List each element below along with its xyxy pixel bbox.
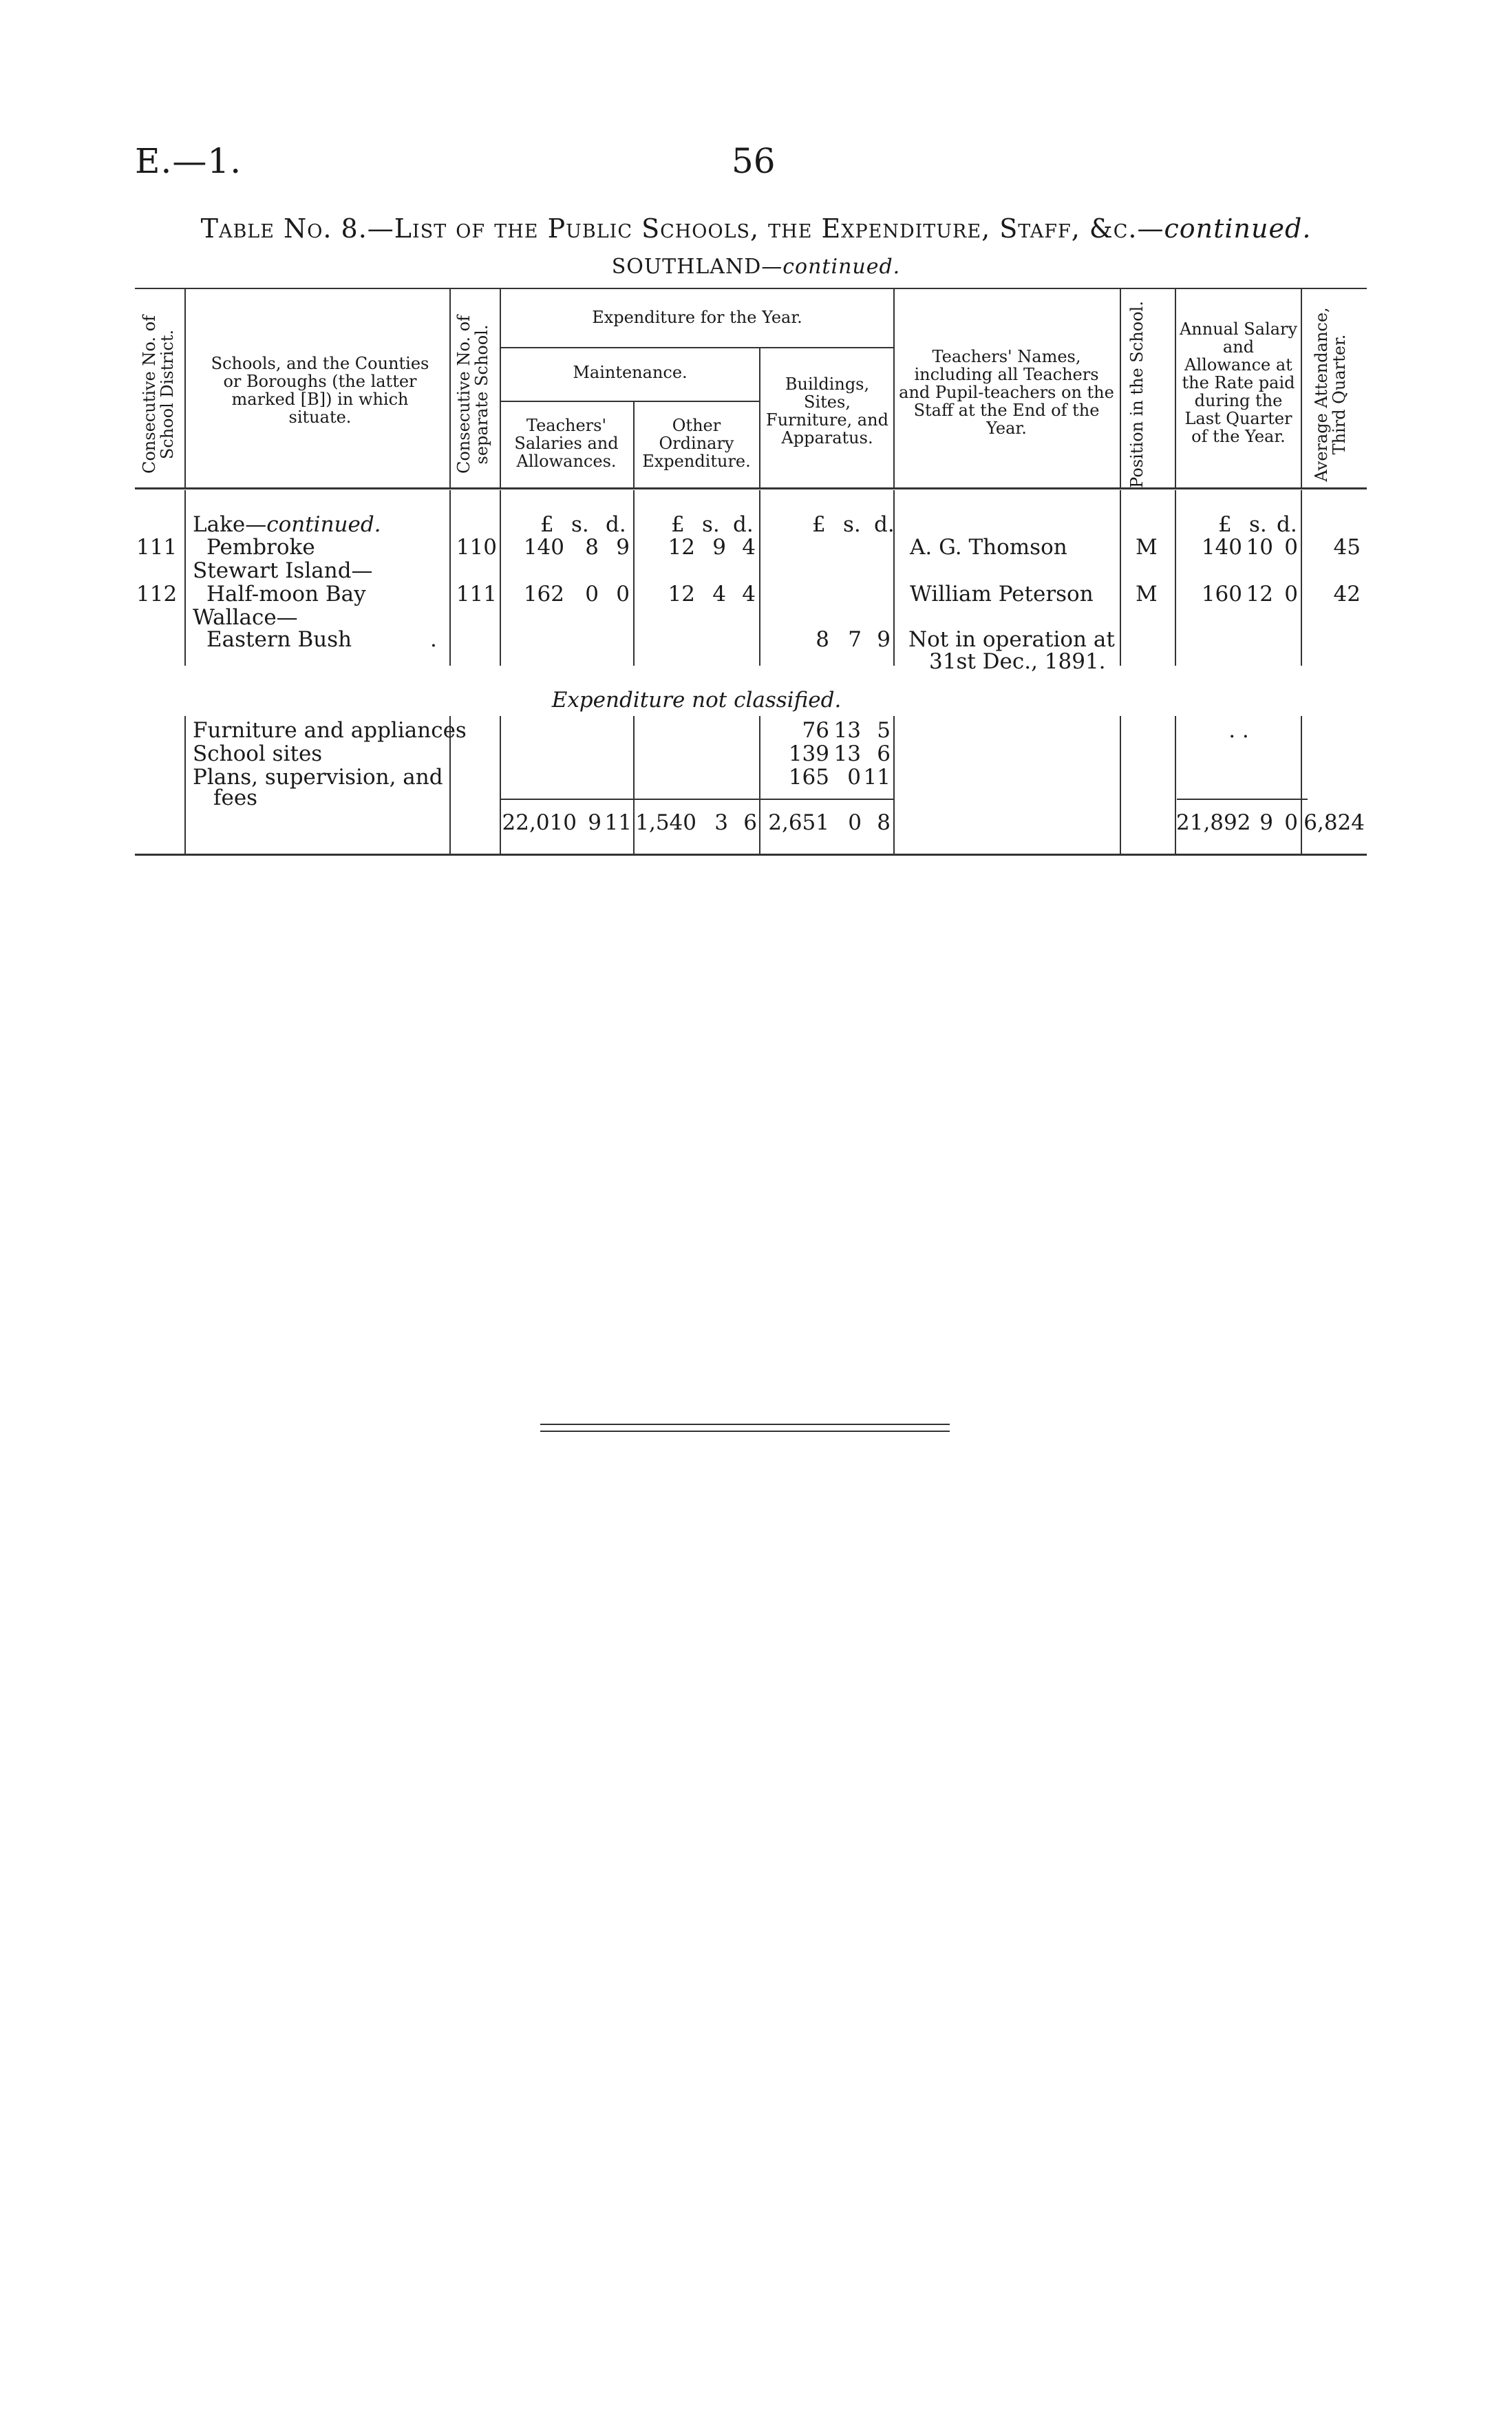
body-col-rule (1120, 490, 1121, 666)
header-maintenance: Maintenance. (573, 363, 688, 382)
header-col-rule (184, 289, 186, 489)
page-number: 56 (732, 141, 776, 181)
total-salary-pounds: 22,010 (502, 810, 577, 835)
not-classified-heading (500, 688, 893, 712)
district-group-label: Wallace— (193, 605, 298, 630)
salary-pounds: 140 (523, 535, 564, 560)
unclassified-shillings: 13 (833, 718, 861, 743)
table-title (0, 213, 1512, 244)
header-teachers-names: Teachers' Names, including all Teachers and Pupil-teachers on the Staff at the End of the Year. (899, 347, 1114, 438)
header-col-rule (1120, 289, 1121, 489)
header-other-ordinary: Other Ordinary Expenditure. (642, 416, 751, 471)
school-number: 110 (456, 535, 497, 560)
region-continued: continued. (782, 255, 901, 279)
closing-rule (540, 1424, 950, 1425)
total-buildings-pence: 8 (877, 810, 891, 835)
page-identifier: E.—1. (135, 141, 242, 181)
table-number: Table No. 8. (200, 213, 368, 244)
table-title-text: —List of the Public Schools, the Expenditure, Staff, &c.— (367, 213, 1164, 244)
shillings-unit: s. (702, 512, 720, 537)
pence-unit: d. (606, 512, 626, 537)
header-col-rule (449, 289, 451, 489)
body-col-rule (184, 490, 186, 666)
region-heading (0, 255, 1512, 279)
pound-unit: £ (671, 512, 685, 537)
header-position: Position in the School. (1127, 301, 1147, 488)
other-pence: 4 (742, 582, 756, 607)
buildings-pence: 9 (877, 627, 891, 652)
pound-unit: £ (1218, 512, 1232, 537)
totals-rule-1 (500, 799, 893, 800)
teacher-name: A. G. Thomson (910, 535, 1067, 560)
school-name: Pembroke (206, 535, 315, 560)
group-continued: continued. (266, 512, 381, 537)
unclassified-shillings: 0 (847, 765, 861, 790)
unclassified-shillings: 13 (833, 741, 861, 766)
district-number: 111 (136, 535, 178, 560)
shillings-unit: s. (1249, 512, 1267, 537)
region-name: SOUTHLAND— (611, 255, 783, 279)
school-number: 111 (456, 582, 497, 607)
school-name: Half-moon Bay (206, 582, 366, 607)
header-bottom-rule (135, 487, 1367, 489)
body-col-rule (449, 490, 451, 666)
total-annual-pounds: 21,892 (1176, 810, 1251, 835)
district-group-label (193, 513, 381, 536)
other-pounds: 12 (668, 535, 695, 560)
salary-shillings: 0 (585, 582, 599, 607)
header-consec-school: Consecutive No. of separate School. (454, 315, 491, 474)
expenditure-sub-rule (501, 347, 893, 348)
header-teachers-salaries: Teachers' Salaries and Allowances. (514, 416, 619, 471)
pence-unit: d. (1277, 512, 1297, 537)
total-salary-pence: 11 (604, 810, 632, 835)
teacher-position: M (1136, 535, 1158, 560)
body-col-rule (633, 490, 635, 666)
body-col-rule (500, 490, 501, 666)
pence-unit: d. (874, 512, 895, 537)
buildings-pounds: 8 (816, 627, 829, 652)
annual-pounds: 140 (1201, 535, 1242, 560)
group-name: Lake— (193, 512, 267, 537)
body-col-rule (1120, 716, 1121, 854)
unclassified-pounds: 76 (802, 718, 829, 743)
body-col-rule (1301, 716, 1302, 854)
header-expenditure: Expenditure for the Year. (592, 308, 802, 327)
attendance: 45 (1333, 535, 1361, 560)
annual-shillings: 12 (1246, 582, 1273, 607)
unclassified-item-label: Plans, supervision, and (193, 765, 443, 790)
header-col-rule (1175, 289, 1176, 489)
annual-pence: 0 (1284, 535, 1298, 560)
shillings-unit: s. (571, 512, 589, 537)
shillings-unit: s. (843, 512, 861, 537)
table-title-continued: continued. (1164, 213, 1312, 244)
unclassified-pence: 6 (877, 741, 891, 766)
body-col-rule (184, 716, 186, 854)
other-pence: 4 (742, 535, 756, 560)
salary-pounds: 162 (523, 582, 564, 607)
annual-shillings: 10 (1246, 535, 1273, 560)
district-number: 112 (136, 582, 178, 607)
unclassified-pounds: 139 (788, 741, 829, 766)
total-salary-shillings: 9 (588, 810, 601, 835)
header-col-rule (1301, 289, 1302, 489)
annual-pounds: 160 (1201, 582, 1242, 607)
salary-pence: 9 (616, 535, 630, 560)
total-other-pounds: 1,540 (635, 810, 696, 835)
other-shillings: 9 (712, 535, 726, 560)
leader-dot: . (430, 627, 437, 652)
school-name: Eastern Bush (206, 627, 352, 652)
teacher-note-line2: 31st Dec., 1891. (929, 649, 1106, 674)
teacher-note-line1: Not in operation at (908, 627, 1115, 652)
unclassified-pence: 5 (877, 718, 891, 743)
header-consec-district: Consecutive No. of School District. (140, 315, 177, 474)
salary-pence: 0 (616, 582, 630, 607)
closing-rule (540, 1431, 950, 1432)
unclassified-pence: 11 (863, 765, 891, 790)
maintenance-sub-rule (501, 401, 759, 402)
header-buildings: Buildings, Sites, Furniture, and Apparatus. (766, 375, 888, 447)
unclassified-item-label-cont: fees (213, 785, 258, 810)
teacher-name: William Peterson (910, 582, 1094, 607)
unclassified-pounds: 165 (788, 765, 829, 790)
body-col-rule (1301, 490, 1302, 666)
total-other-shillings: 3 (714, 810, 728, 835)
body-col-rule (1175, 490, 1176, 666)
total-annual-shillings: 9 (1259, 810, 1273, 835)
header-annual-salary: Annual Salary and Allowance at the Rate paid during the Last Quarter of the Year. (1179, 319, 1298, 446)
other-pounds: 12 (668, 582, 695, 607)
body-col-rule (759, 490, 760, 666)
header-schools: Schools, and the Counties or Boroughs (the latter marked [B]) in which situate. (211, 354, 429, 427)
salary-shillings: 8 (585, 535, 599, 560)
body-col-rule (893, 716, 895, 854)
unclassified-item-label: School sites (193, 741, 323, 766)
total-annual-pence: 0 (1284, 810, 1298, 835)
not-classified-heading-text: Expenditure not classified. (551, 688, 842, 713)
total-other-pence: 6 (743, 810, 757, 835)
teacher-position: M (1136, 582, 1158, 607)
total-buildings-pounds: 2,651 (768, 810, 829, 835)
unclassified-item-label: Furniture and appliances (193, 718, 467, 743)
annual-pence: 0 (1284, 582, 1298, 607)
annual-dots: . . (1228, 718, 1249, 743)
header-col-rule (893, 289, 895, 489)
other-shillings: 4 (712, 582, 726, 607)
pence-unit: d. (733, 512, 754, 537)
pound-unit: £ (540, 512, 554, 537)
table-bottom-rule (135, 854, 1367, 856)
pound-unit: £ (812, 512, 826, 537)
total-buildings-shillings: 0 (848, 810, 862, 835)
attendance: 42 (1333, 582, 1361, 607)
header-col-rule (759, 348, 760, 489)
district-group-label: Stewart Island— (193, 558, 373, 583)
table-top-rule (135, 288, 1367, 289)
header-attendance: Average Attendance, Third Quarter. (1312, 307, 1349, 482)
total-attendance: 6,824 (1303, 810, 1365, 835)
totals-rule-2 (1177, 799, 1308, 800)
buildings-shillings: 7 (848, 627, 862, 652)
